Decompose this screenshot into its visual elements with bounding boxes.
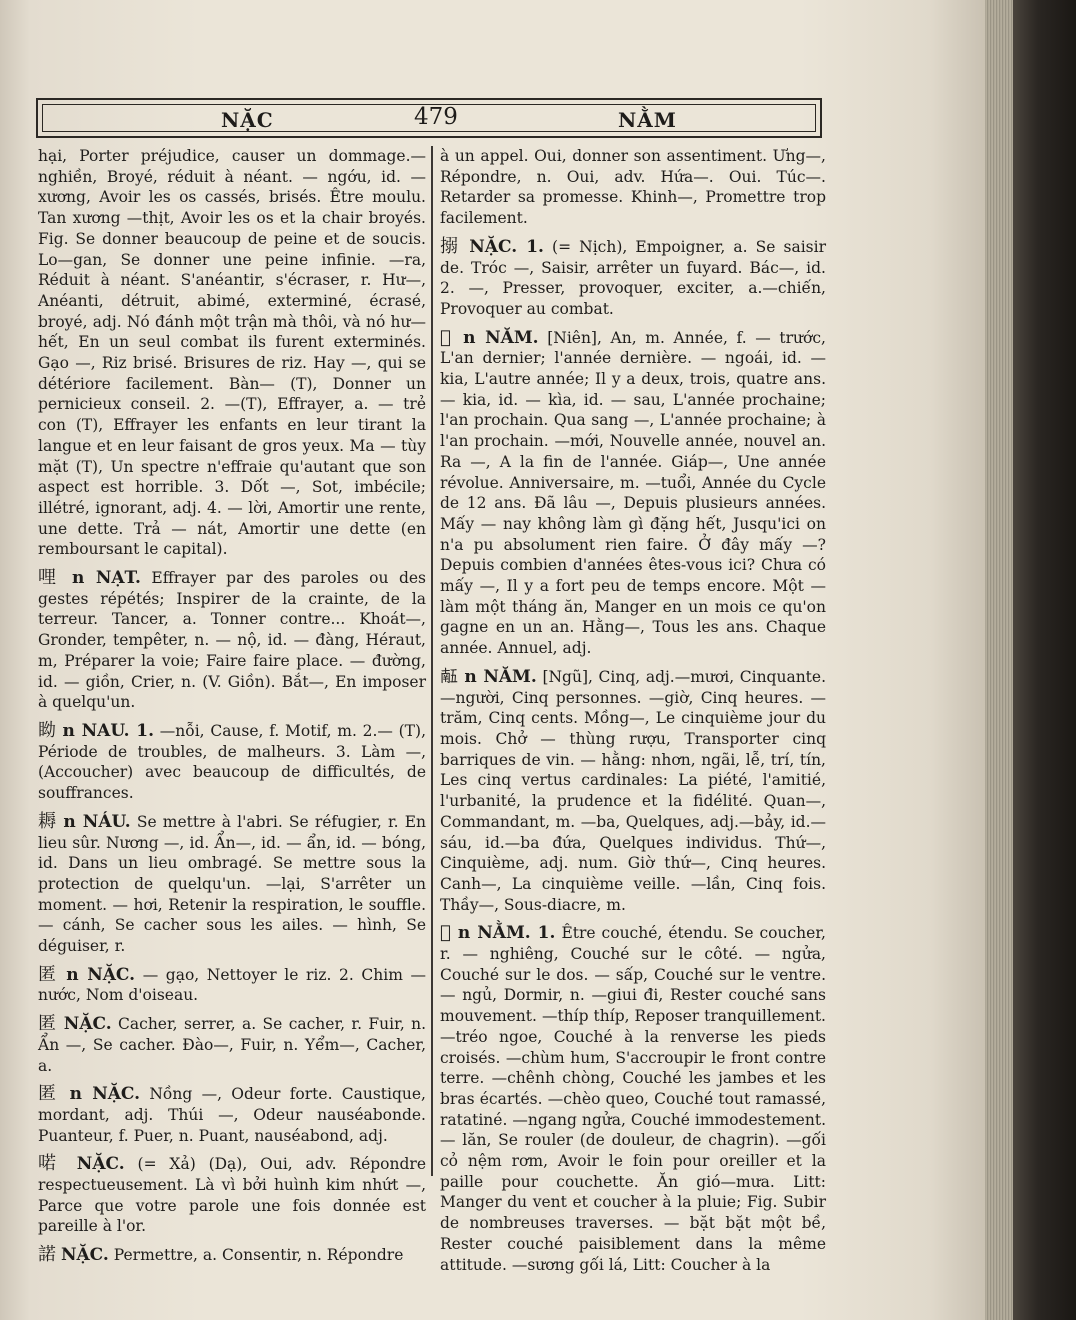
entry-glyph: 匿 [38,1083,61,1105]
book-cover [1013,0,1076,1320]
entry-text: —nỗi, Cause, f. Motif, m. 2.— (T), Période de troubles, de malheurs. 3. Làm —, (Accoucher) avec beaucoup de difficultés, de souffrances. [38,721,426,803]
entry-text: [Ngũ], Cinq, adj.—mươi, Cinquante. —người, Cinq personnes. —giờ, Cinq heures. —trăm, Cinq cents. Mồng—, Le cinquième jour du mois. Chở — thùng rượu, Transporter cinq barriques de vin. — hằng: nhơn, ngãi, lễ, trí, tín, Les cinq vertus cardinales: La piété, l'amitié, l'urbanité, la prudence et la fidélité. Quan—, Commandant, m. —ba, Quelques, adj.—bảy, id.—sáu, id.—ba đứa, Quelques individus. Thứ—, Cinquième, adj. num. Giờ thứ—, Cinq heures. Canh—, La cinquième veille. —lần, Cinq fois. Thầy—, Sous-diacre, m. [440,667,827,914]
entry-text: Se mettre à l'abri. Se réfugier, r. En lieu sûr. Nương —, id. Ẩn—, id. — ẩn, id. — bóng, id. Dans un lieu ombragé. Se mettre sous la protection de quelqu'un. —lại, S'arrêter un moment. — hơi, Retenir la respiration, le souffle. — cánh, Se cacher sous les ailes. — hình, Se déguiser, r. [38,812,426,956]
entry [38,1014,426,1076]
entry-glyph: 𢆥 [440,326,455,348]
entry-glyph: 眑 [38,719,57,741]
entry [38,146,426,560]
entry-text: Permettre, a. Consentir, n. Répondre [113,1246,404,1265]
entry-text: Effrayer par des paroles ou des gestes répétés; Inspirer de la crainte, de la terreur. Tancer, a. Tonner contre... Khoát—, Gronder, tempêter, n. — nộ, id. — đàng, Héraut, m, Préparer la voie; Faire faire place. — đường, id. — giồn, Crier, n. (V. Giồn). Bắt—, En imposer à quelqu'un. [38,569,426,712]
entry [38,568,426,713]
entry [440,237,826,320]
entry-glyph: 𦣰 [440,922,452,944]
entry [440,146,826,229]
entry-headword: NẶC. [76,1154,125,1175]
entry [38,812,426,957]
entry [38,1245,426,1266]
entry-glyph: 耨 [38,810,58,832]
entry-headword: n NĂM. [464,666,537,687]
entry-glyph: 搦 [440,235,462,257]
entry-text: Cacher, serrer, a. Se cacher, r. Fuir, n. Ẩn —, Se cacher. Đào—, Fuir, n. Yểm—, Cacher, a. [38,1015,426,1075]
entry-headword: NẶC. [63,1014,112,1035]
page-number: 479 [414,104,458,130]
entry-glyph: 喏 [38,1153,64,1175]
entry [38,1084,426,1146]
entry-glyph: 𠄼 [440,665,459,687]
left-headword: NẶC [221,108,274,132]
entry-headword: n NẰM. 1. [457,923,556,944]
entry-glyph: 諾 [38,1244,56,1266]
entry-headword: n NẠT. [72,568,141,589]
entry-headword: n NÁU. [63,811,131,832]
right-headword: NẰM [618,108,677,132]
column-divider [431,146,433,1176]
entry-text: à un appel. Oui, donner son assentiment. Ưng—, Répondre, n. Oui, adv. Hứa—. Oui. Túc—. Retarder sa promesse. Khinh—, Promettre trop facilement. [440,147,826,228]
entry [440,328,826,659]
entry [38,965,426,1006]
entry-glyph: 匿 [38,963,59,985]
page-edges [985,0,1013,1320]
entry-glyph: 匿 [38,1013,58,1035]
entry-headword: NẶC. [60,1245,109,1266]
right-column [440,146,826,1283]
entry [440,667,826,915]
entry-headword: NẶC. 1. [469,236,544,257]
entry-text: (= Xả) (Dạ), Oui, adv. Répondre respectueusement. Là vì bởi huình kim nhứt —, Parce que votre parole une fois donnée est pareille à l'or. [38,1155,426,1236]
entry-headword: n NĂM. [463,327,539,348]
entry-headword: n NẶC. [69,1084,141,1105]
entry [440,923,826,1275]
entry-text: Être couché, étendu. Se coucher, r. — nghiêng, Couché sur le côté. — ngửa, Couché sur le dos. — sấp, Couché sur le ventre. — ngủ, Dormir, n. —giui đi, Rester couché sans mouvement. —thíp thíp, Reposer tranquillement. —tréo ngoe, Couché à la renverse les pieds croisés. —chùm hum, S'accroupir le front contre terre. —chênh chòng, Couché les jambes et les bras écartés. —chèo queo, Couché tout ramassé, ratatiné. —ngang ngửa, Couché immodestement. — lăn, Se rouler (de douleur, de chagrin). —gối cỏ nệm rơm, Avoir le foin pour oreiller et la paille pour couchette. Ăn gió—mưa. Litt: Manger du vent et coucher à la pluie; Fig. Subir de nombreuses traverses. — bặt bặt một bề, Rester couché paisiblement dans la même attitude. —sương gối lá, Litt: Coucher à la [440,924,826,1274]
entry [38,1154,426,1237]
running-header [36,98,822,138]
entry-text: Nồng —, Odeur forte. Caustique, mordant, adj. Thúi —, Odeur nauséabonde. Puanteur, f. Puer, n. Puant, nauséabond, adj. [38,1085,426,1145]
left-column [38,146,426,1274]
entry-headword: n NAU. 1. [62,720,155,741]
entry [38,721,426,804]
entry-text: [Niên], An, m. Année, f. — trước, L'an dernier; l'année dernière. — ngoái, id. — kia, L'autre année; Il y a deux, trois, quatre ans. — kia, id. — kìa, id. — sau, L'année prochaine; l'an prochain. Qua sang —, L'année prochaine; à l'an prochain. —mới, Nouvelle année, nouvel an. Ra —, A la fin de l'année. Giáp—, Une année révolue. Anniversaire, m. —tuổi, Année du Cycle de 12 ans. Đã lâu —, Depuis plusieurs années. Mấy — nay không làm gì đặng hết, Jusqu'ici on n'a pu absolument rien faire. Ở đây mấy —? Depuis combien d'années êtes-vous ici? Chưa có mấy —, Il y a fort peu de temps encore. Một — làm một tháng ăn, Manger en un mois ce qu'on gagne en un an. Hằng—, Tous les ans. Chaque année. Annuel, adj. [440,328,826,658]
entry-text: (= Nịch), Empoigner, a. Se saisir de. Tróc —, Saisir, arrêter un fuyard. Bác—, id. 2. —, Presser, provoquer, exciter, a.—chiến, Provoquer au combat. [440,237,827,318]
entry-text: hại, Porter préjudice, causer un dommage.—nghiền, Broyé, réduit à néant. — ngớu, id. — xương, Avoir les os cassés, brisés. Être moulu. Tan xương —thịt, Avoir les os et la chair broyés. Fig. Se donner beaucoup de peine et de soucis. Lo—gan, Se donner une peine infinie. —ra, Réduit à néant. S'anéantir, s'écraser, r. Hư—, Anéanti, détruit, abimé, exterminé, écrasé, broyé, adj. Nó đánh một trận mà thôi, và nó hư—hết, En un seul combat ils furent exterminés. Gạo —, Riz brisé. Brisures de riz. Hay —, qui se détériore facilement. Bàn— (T), Donner un pernicieux conseil. 2. —(T), Effrayer, a. — trẻ con (T), Effrayer les enfants en leur tirant la langue et en leur faisant de gros yeux. Ma — tùy mặt (T), Un spectre n'effraie qu'autant que son aspect est horrible. 3. Dốt —, Sot, imbécile; illétré, ignorant, adj. 4. — lời, Amortir une rente, une dette. Trả — nát, Amortir une dette (en remboursant le capital). [38,147,426,559]
entry-glyph: 哩 [38,567,62,589]
entry-text: — gạo, Nettoyer le riz. 2. Chim — nước, Nom d'oiseau. [38,965,426,1005]
entry-headword: n NẶC. [66,964,136,985]
